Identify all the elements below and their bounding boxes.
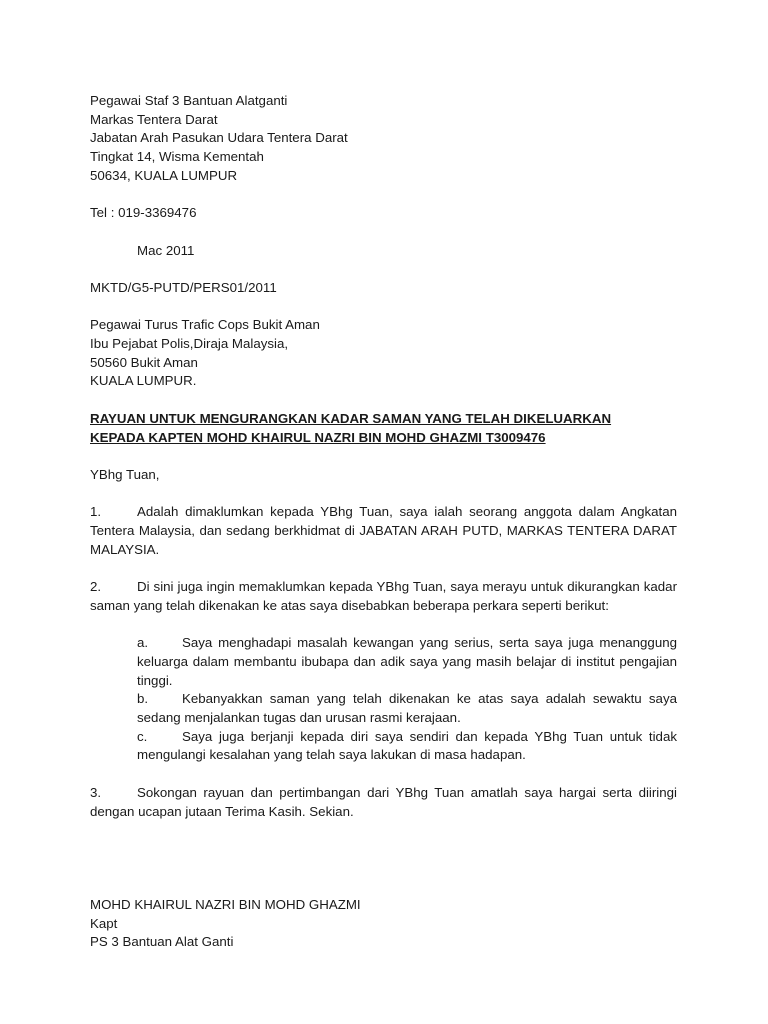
paragraph-number: 2. [90, 579, 102, 595]
paragraph-number: 3. [90, 784, 102, 800]
salutation: YBhg Tuan, [90, 466, 160, 482]
sender-line: Jabatan Arah Pasukan Udara Tentera Darat [90, 130, 348, 146]
recipient-line: Pegawai Turus Trafic Cops Bukit Aman [90, 317, 320, 333]
recipient-address [90, 316, 677, 391]
sub-item-letter: c. [137, 728, 148, 744]
subject-line: KEPADA KAPTEN MOHD KHAIRUL NAZRI BIN MOHD GHAZMI T3009476 [90, 429, 546, 445]
letter-subject [90, 410, 677, 447]
recipient-line: KUALA LUMPUR. [90, 373, 197, 389]
recipient-line: 50560 Bukit Aman [90, 354, 198, 370]
sender-address [90, 92, 677, 186]
sender-line: Pegawai Staf 3 Bantuan Alatganti [90, 93, 288, 108]
sub-item-a [90, 634, 677, 690]
letter-date: Mac 2011 [137, 242, 195, 258]
paragraph-number: 1. [90, 504, 102, 520]
paragraph-text: Adalah dimaklumkan kepada YBhg Tuan, saya ialah seorang anggota dalam Angkatan Tentera Malaysia, dan sedang berkhidmat di JABATAN ARAH PUTD, MARKAS TENTERA DARAT MALAYSIA. [90, 504, 677, 557]
paragraph-3 [90, 784, 677, 821]
signatory-position: PS 3 Bantuan Alat Ganti [90, 934, 234, 950]
sub-item-c [90, 728, 677, 765]
sender-telephone: Tel : 019-3369476 [90, 205, 197, 221]
sub-item-text: Saya juga berjanji kepada diri saya sendiri dan kepada YBhg Tuan untuk tidak mengulangi kesalahan yang telah saya lakukan di masa hadapan. [137, 728, 677, 763]
sub-item-letter: b. [137, 691, 149, 707]
signatory-name: MOHD KHAIRUL NAZRI BIN MOHD GHAZMI [90, 897, 361, 913]
letter-page [90, 92, 677, 952]
recipient-line: Ibu Pejabat Polis,Diraja Malaysia, [90, 336, 289, 352]
sub-item-letter: a. [137, 635, 149, 651]
paragraph-text: Sokongan rayuan dan pertimbangan dari YBhg Tuan amatlah saya hargai serta diiringi dengan ucapan jutaan Terima Kasih. Sekian. [90, 784, 677, 819]
sender-line: Markas Tentera Darat [90, 111, 218, 127]
signature-block [90, 896, 677, 952]
reference-number: MKTD/G5-PUTD/PERS01/2011 [90, 279, 277, 295]
subject-line: RAYUAN UNTUK MENGURANGKAN KADAR SAMAN YANG TELAH DIKELUARKAN [90, 410, 612, 426]
paragraph-1 [90, 503, 677, 559]
sub-item-text: Kebanyakkan saman yang telah dikenakan ke atas saya adalah sewaktu saya sedang menjalankan tugas dan urusan rasmi kerajaan. [137, 691, 677, 726]
sender-line: 50634, KUALA LUMPUR [90, 167, 238, 183]
sub-item-text: Saya menghadapi masalah kewangan yang serius, serta saya juga menanggung keluarga dalam membantu ibubapa dan adik saya yang masih belajar di institut pengajian tinggi. [137, 635, 677, 688]
sub-item-b [90, 690, 677, 727]
signatory-rank: Kapt [90, 915, 118, 931]
paragraph-2 [90, 578, 677, 615]
sender-line: Tingkat 14, Wisma Kementah [90, 149, 264, 165]
paragraph-text: Di sini juga ingin memaklumkan kepada YBhg Tuan, saya merayu untuk dikurangkan kadar saman yang telah dikenakan ke atas saya disebabkan beberapa perkara seperti berikut: [90, 579, 677, 613]
